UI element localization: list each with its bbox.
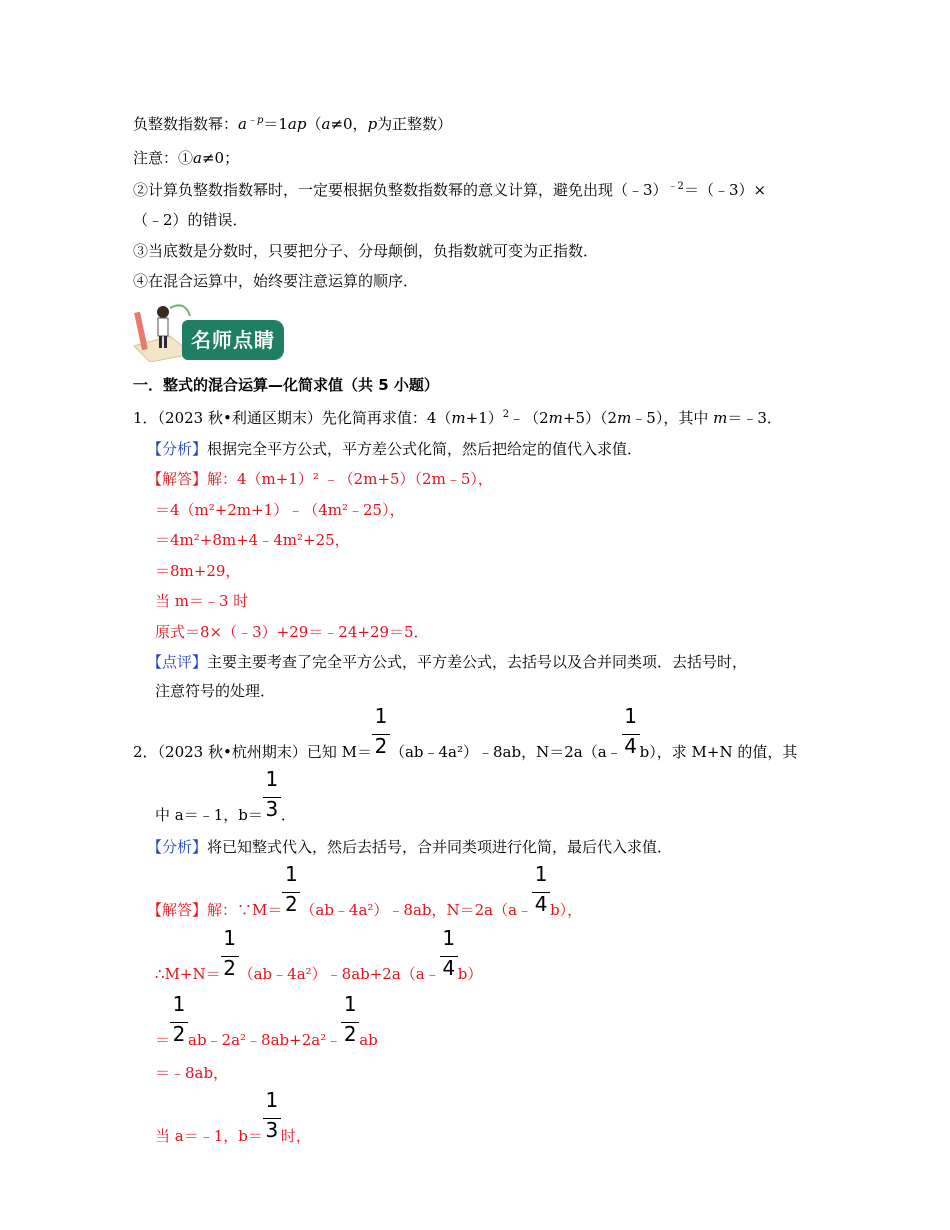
q2-solution-line-3: ＝ $\frac{1}{2}$ ab﹣2a²﹣8ab+2a²﹣ $\frac{1}{2}$ ab	[155, 992, 378, 1049]
fraction-one-half: $\frac{1}{2}$	[221, 964, 239, 984]
fraction-one-half: $\frac{1}{2}$	[341, 1030, 359, 1050]
solution-tag: 【解答】	[147, 901, 208, 919]
q2-stem-line-2: 中 a＝﹣1，b＝ $\frac{1}{3}$ ．	[155, 767, 296, 824]
intro-line-5: ③当底数是分数时，只要把分子、分母颠倒，负指数就可变为正指数．	[133, 242, 599, 260]
q1-stem: 1．（2023 秋•利通区期末）先化简再求值：$4(m+1)^2﹣(2m+5)(2m﹣5)$，其中 m＝﹣3．	[133, 409, 782, 427]
q1-comment-line-2: 注意符号的处理．	[155, 682, 276, 700]
intro-line-1: 负整数指数幂：$a^{﹣p}=1ap(a\ne 0$，p为正整数）	[133, 115, 453, 133]
fraction-one-third: $\frac{1}{3}$	[263, 1126, 281, 1146]
analysis-tag: 【分析】	[147, 838, 208, 856]
fraction-one-quarter: $\frac{1}{4}$	[622, 742, 640, 762]
intro-line-2: 注意：①a≠0；	[133, 149, 240, 167]
q1-solution-line-6: 原式＝8×（﹣3）+29＝﹣24+29＝5．	[155, 623, 429, 641]
intro-line-6: ④在混合运算中，始终要注意运算的顺序．	[133, 272, 419, 290]
intro-line-4: （﹣2）的错误．	[133, 211, 248, 229]
q1-analysis: 【分析】根据完全平方公式，平方差公式化简，然后把给定的值代入求值．	[147, 440, 643, 458]
fraction-one-half: $\frac{1}{2}$	[170, 1030, 188, 1050]
fraction-one-quarter: $\frac{1}{4}$	[440, 964, 458, 984]
solution-tag: 【解答】	[147, 470, 208, 488]
q2-solution-line-1: 【解答】解：∵M＝ $\frac{1}{2}$ （ab﹣4a²）﹣8ab，N＝2a（a﹣ $\frac{1}{4}$ b），	[147, 862, 583, 919]
q2-solution-line-2: ∴M+N＝ $\frac{1}{2}$ （ab﹣4a²）﹣8ab+2a（a﹣ $\frac{1}{4}$ b）	[155, 926, 483, 983]
q1-solution-line-4: ＝8m+29，	[155, 562, 241, 580]
q1-solution-line-3: ＝4m²+8m+4﹣4m²+25，	[155, 531, 350, 549]
intro-line-3: ②计算负整数指数幂时，一定要根据负整数指数幂的意义计算，避免出现（﹣3）$^{﹣2}$＝（﹣3）×	[133, 181, 767, 199]
q2-solution-line-4: ＝﹣8ab，	[155, 1064, 229, 1082]
banner-label: 名师点睛	[182, 320, 284, 360]
fraction-one-half: $\frac{1}{2}$	[282, 900, 300, 920]
q2-analysis: 【分析】将已知整式代入，然后去括号，合并同类项进行化简，最后代入求值．	[147, 838, 673, 856]
q1-solution-line-5: 当 m＝﹣3 时	[155, 592, 249, 610]
teacher-tips-banner	[130, 300, 290, 362]
fraction-one-quarter: $\frac{1}{4}$	[532, 900, 550, 920]
analysis-tag: 【分析】	[147, 440, 208, 458]
q1-solution-line-1: 【解答】解：4（m+1）² ﹣（2m+5）（2m﹣5），	[147, 470, 493, 488]
fraction-one-half: $\frac{1}{2}$	[372, 742, 390, 762]
section-title: 一．整式的混合运算—化简求值（共 5 小题）	[133, 376, 439, 394]
comment-tag: 【点评】	[147, 653, 208, 671]
q2-stem: 2．（2023 秋•杭州期末）已知 M＝ $\frac{1}{2}$ （ab﹣4a²）﹣8ab，N＝2a（a﹣ $\frac{1}{4}$ b），求 M+N 的值，其	[133, 704, 798, 761]
q2-solution-line-5: 当 a＝﹣1，b＝ $\frac{1}{3}$ 时，	[155, 1088, 311, 1145]
fraction-one-third: $\frac{1}{3}$	[263, 805, 281, 825]
q1-comment: 【点评】主要主要考查了完全平方公式，平方差公式，去括号以及合并同类项．去括号时，	[147, 653, 748, 671]
q1-solution-line-2: ＝4（m²+2m+1）﹣（4m²﹣25），	[155, 501, 405, 519]
